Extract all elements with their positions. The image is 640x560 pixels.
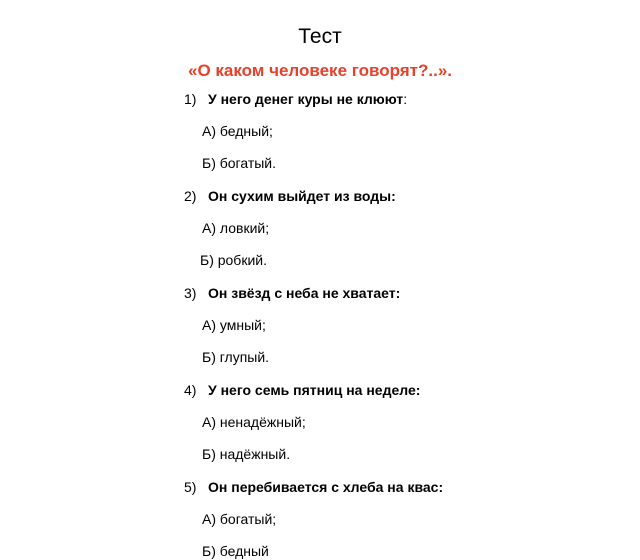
question-text: Он звёзд с неба не хватает: bbox=[208, 285, 401, 301]
answer-option-a: А) богатый; bbox=[202, 511, 277, 527]
question-number: 5) bbox=[184, 479, 197, 495]
answer-option-b: Б) робкий. bbox=[200, 252, 267, 268]
question-number: 1) bbox=[184, 91, 197, 107]
question-number: 2) bbox=[184, 188, 197, 204]
question-line bbox=[184, 90, 443, 108]
question-line bbox=[184, 478, 443, 496]
question-2 bbox=[184, 187, 443, 269]
question-list bbox=[184, 90, 443, 560]
answer-option-a: А) ненадёжный; bbox=[202, 414, 306, 430]
question-text: Он перебивается с хлеба на квас: bbox=[208, 479, 444, 495]
answer-option-a: А) бедный; bbox=[202, 123, 273, 139]
question-4 bbox=[184, 381, 443, 463]
question-number: 3) bbox=[184, 285, 197, 301]
answer-option-a: А) умный; bbox=[202, 317, 266, 333]
question-number: 4) bbox=[184, 382, 197, 398]
question-5 bbox=[184, 478, 443, 560]
question-suffix: : bbox=[403, 91, 408, 107]
answer-option-b: Б) надёжный. bbox=[202, 446, 291, 462]
question-line bbox=[184, 284, 443, 302]
question-3 bbox=[184, 284, 443, 366]
page-title: Тест bbox=[298, 25, 342, 48]
question-text: У него денег куры не клюют bbox=[208, 91, 404, 107]
question-text: Он сухим выйдет из воды: bbox=[208, 188, 396, 204]
answer-option-b: Б) бедный bbox=[202, 543, 269, 559]
question-1 bbox=[184, 90, 443, 172]
test-subtitle: «О каком человеке говорят?..». bbox=[187, 61, 453, 80]
answer-option-b: Б) богатый. bbox=[202, 155, 277, 171]
answer-option-a: А) ловкий; bbox=[202, 220, 270, 236]
question-text: У него семь пятниц на неделе: bbox=[208, 382, 421, 398]
question-line bbox=[184, 187, 443, 205]
answer-option-b: Б) глупый. bbox=[202, 349, 270, 365]
question-line bbox=[184, 381, 443, 399]
